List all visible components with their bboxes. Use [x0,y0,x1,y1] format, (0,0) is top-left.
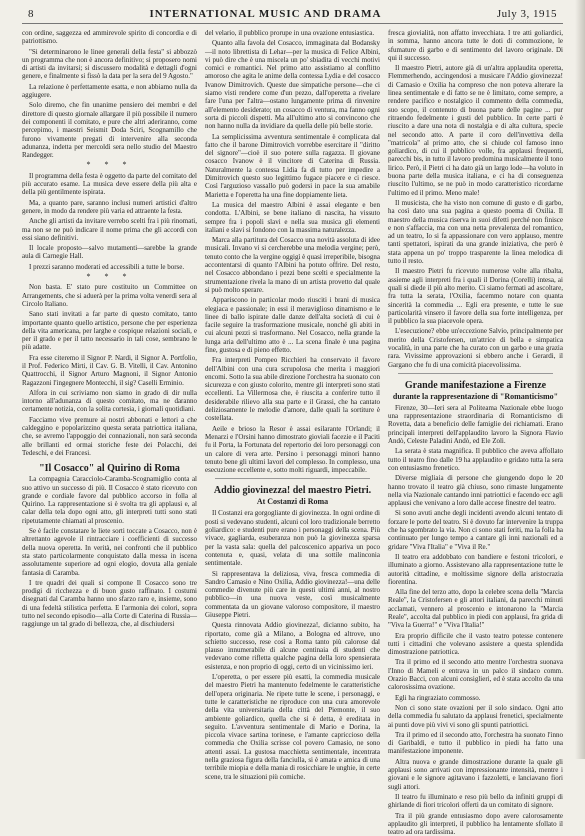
issue-date: July 3, 1915 [496,8,557,20]
publication-title: INTERNATIONAL MUSIC AND DRAMA [149,8,382,20]
paragraph: La serata è stata magnifica. Il pubblico che aveva affollato tutto il teatro fino dalle 19 ha applaudito e gridato tutta la sera con entusiasmo frenetico. [388,447,563,472]
paragraph: Non ci sono state ovazioni per il solo sindaco. Ogni atto della commedia fu salutato da applausi frenetici, specialmente ai punti dove più vivi vi sono gli spunti patriottici. [388,703,563,729]
paragraph: Tra il primo ed il secondo atto, l'orchestra ha suonato l'inno di Garibaldi, e tutto il pubblico in piedi ha fatto una manifestazione imponente. [388,730,563,756]
paragraph: Ma, a quanto pare, saranno inclusi numeri artistici d'altro genere, in modo da rendere più varia ed attraente la festa. [22,198,197,215]
paragraph: Tra il primo ed il secondo atto mentre l'orchestra suonava l'Inno di Mameli e entrava in un palco il sindaco comm. Orazio Bacci, con alcuni consiglieri, ed è stata accolto da una calorosissima ovazione. [388,658,563,692]
column-1 [22,29,197,729]
article-heading: "Il Cosacco" al Quirino di Roma [39,463,180,475]
article-subheading: At Costanzi di Roma [256,497,329,507]
paragraph: Marca alla partitura del Cosacco una novità assoluta di idee musicali. Invano vi si cercherebbe una melodia vergine; però, tenuto conto che la vergine oggigì è quasi irreperibile, bisogna accontentarsi di quanto l'Albini ha potuto offrire. Del resto, nel Cosacco abbondano i pezzi bene scelti e specialmente la strumentazione rivela la mano di un artista provetto dal quale si può molto sperare. [205,236,380,294]
paragraph: Il musicista, che ha visto non comune di gusto e di garbo, ha così dato una sua pagina a questo poema di Oxilia. Il maestro della musica riserva in suoi difetti perché non finisce e non s'affaccia, ma con una netta prevalenza del romantico, ad un teatro, Io si fa appassionare con vero applauso, mentre tanti spettatori, ispirati da una grande iniziativa, che però è stata appena un po' troppo trasparente la linea melodica di tutto il resto. [388,198,563,266]
paragraph: Egli ha ringraziato commosso. [395,693,481,702]
column-2 [205,29,380,781]
article-divider [398,373,553,374]
paragraph: Si rappresentava la deliziosa, viva, fresca commedia di Sandro Camasio e Nino Oxilia, Addio giovinezza!—una delle commedie divenute più care in questi ultimi anni, al nostro pubblico—in una nuova veste, così musicalmente commentata da un giovane valoroso compositore, il maestro Giuseppe Pietri. [205,569,380,619]
paragraph: Era proprio difficile che il vasto teatro potesse contenere tutti i cittadini che volevano assistere a questa splendida dimostrazione patriottica. [388,631,563,657]
paragraph: Alfora in cui scriviamo non siamo in grado di dir nulla intorno all'adunanza di questo comitato, ma ne daranno certamente notizia, con la solita cortesia, i giornali quotidiani. [22,388,197,414]
paragraph: Alla fine del terzo atto, dopo la celebre scena della "Marcia Reale", la Cristofersen e gli attori italiani, da parecchi minuti acclamati, vennero al proscenio e intonarono la "Marcia Reale", accolta dal pubblico in piedi con applausi, fra grida di "Viva la Guerra!" e "Viva l'Italia!" [388,588,563,630]
paragraph: del velario, il pubblico prorupe in una ovazione entusiastica. [205,29,375,37]
paragraph: con ordine, saggezza ed ammirevole spirito di concordia e di patriottismo. [22,29,197,46]
page-edge-shadow [575,0,585,759]
paragraph: I tre quadri dei quali si compone Il Cosacco sono tre prodigi di ricchezza e di buon gusto raffinato. I costumi disegnati dal Caramba hanno uno sfarzo raro e, insieme, sono di una fedeltà stilistica perfetta. E l'armonia dei colori, sopra tutto nel secondo episodio—alla Corte di Caterina di Russia—raggiunge un tal grado di bellezza, che, al dischiudersi [22,578,197,629]
article-divider [215,478,370,479]
paragraph: Il Costanzi era gorgogliante di giovinezza. In ogni ordine di posti si vedevano studenti, alcuni col loro tradizionale berretto goliardico: e studenti pure erano i personaggi della scena. Più vivace, gagliarda, esuberanza non può la giovinezza sparsa per la vasta sala: quella del palcoscenico appariva un poco contenuta e, quasi, velata di una sottile malinconia sentimentale. [205,509,380,568]
article-heading: Addio giovinezza! del maestro Pietri. [213,485,372,497]
paragraph: Anche gli artisti da invitare verrebo scelti fra i più rinomati, ma non se ne può indicare il nome prima che gli accordi con essi siano definitivi. [22,217,197,242]
paragraph: "Si determinarono le linee generali della festa" si abbozzò un programma che non è ancora definitivo; si proposero nomi di artisti da invitarsi; si discussero modalità e dettagli d'ogni genere, e finalmente si fissò la data per la sera del 9 Agosto." [22,47,197,81]
paragraph: L'esecuzione? ebbe un'eccezione Salvio, principalmente per merito della Cristofersen, un'attrice di bella e simpatica vocalità, in una parte che ha curato con un garbo e una grazia rara. Vivissime approvazioni si ebbero anche i Gerardi, il Gargano che fu di una comicità piacevolissima. [388,327,563,369]
paragraph: L'operetta, o per essere più esatti, la commedia musicale del maestro Pietri ha mantenuto fedelmente le caratteristiche dell'opera originaria. Ne ripete tutte le scene, i personaggi, e tutte le caratteristiche ne riproduce con una cura amorevole della vita universitaria della città del Piemonte, il suo ambiente goliardico, quella che si è detta, è ereditata in seguito. L'avventura sentimentale di Mario e Dorina, la piccola vivace sartina torinese, e l'amante capriccioso della commedia che Oxilia scrisse col povero Camasio, ne sono attenti assai. La gustosa macchietta sentimentale, incentrata nella graziosa figura della fanciulla, si è amata e amica di una terribile miopia e della mania di rosicchiare le unghie, in certe scene, tra le situazioni più comiche. [205,673,380,781]
paragraph: Il teatro era addobbato con bandiere e festoni tricolori, e illuminato a giorno. Assistevano alla rappresentazione tutte le autorità cittadine, e moltissime signore della aristocrazia fiorentina. [388,552,563,586]
paragraph: Altra nuova e grande dimostrazione durante la quale gli applausi sono arrivati con impressionante intensità, mentre i giovani e le signore agitavano i fazzoletti, e lanciavano fiori sugli attori. [388,757,563,791]
paragraph: I prezzi saranno moderati ed accessibili a tutte le borse. [29,262,185,271]
paragraph: Tra il più grande entusiasmo dopo avere calorosamente applaudito gli interpreti, il pubblico ha lentamente sfollato il teatro ad ora tardissima. [388,811,563,836]
page-header [22,8,563,20]
paragraph: Se è facile constatare le liete sorti toccate a Cosacco, non è altrettanto agevole il rintracciare i coefficienti di successo della nuova operetta. In verità, nei confronti che il pubblico sta stato particolarmente conquistato dalla messa in iscena assolutamente superiore ad ogni elogio, dovuta alla geniale fantasia di Caramba. [22,527,197,577]
page-number: 8 [28,8,34,20]
paragraph: La musica del maestro Albini è assai elegante e ben condotta. L'Albini, se bene italiano di nascita, ha vissuto sempre fra i popoli slavi e nella sua musica gli elementi italiani e slavi si fondono con la massima naturalezza. [205,200,380,234]
article-heading: Grande manifestazione a Firenze [404,379,547,391]
paragraph: Il locale proposto—salvo mutamenti—sarebbe la grande aula di Carnegie Hall. [22,244,197,261]
paragraph: Il maestro Pietri, autore già di un'altra applaudita operetta, Flemmerhendo, accingendosi a musicare l'Addio giovinezza! di Camasio e Oxilia ha compreso che non poteva alterare la linea sentimentale e di fatto se ne è limitato, come sempre, a rendere pacifico e nostalgico il commento della commedia, suo scopo, il contenuto di buona parte delle pagine ... pur ritraendo fedelmente i gusti del pubblico. In certe parti è riuscito a dare una nota di nostalgia e di alta cultura, specie nel secondo atto. A parte il coro dell'invettiva della "matricola" al primo atto, che si chiude col famoso inno goliardico, di cui il pubblico volle, fra applausi frequenti, parecchi bis, in tutto il lavoro predomina musicalmente il tono lirico. Però, il Pietri ci ha dato già un largo lode—ha voluto in buona parte della musica italiana, e ci ha di conseguenza riuscito l'ultimo, se ne può in modo caratteristico ricordarne l'ultimo ed il primo. Meno male! [388,64,563,197]
paragraph: La relazione è perfettamente esatta, e non abbiamo nulla da aggiugere. [22,82,197,100]
paragraph: Il programma della festa è oggetto da parte del comitato del più accurato esame. La musica deve essere della più alta e della più gentilmente ispirata. [22,171,197,197]
paragraph: fresca giovialità, non affatto invecchiata. I tre atti goliardici, in somma, hanno ancora tutte le doti di commozione, le sfumature di garbo e di sentimento del lavoro originale. Di qui il successo. [388,29,563,62]
paragraph: Non basta. E' stato pure costituito un Committee on Arrangements, che si aduerà per la prima volta venerdì sera al Circolo Italiano. [22,283,197,308]
paragraph: Il maestro Pietri fu ricevuto numerose volte alla ribalta, assieme agli interpreti fra i quali il Dorina (Corelli) intesa, ai quali si diede il più alto merito. Ci siamo fermati ad ascoltare, fra tutta la serata, l'Oxilia, facemmo notare con quanta sincerità la commedia ... Egli era presente, e tutte le sue particolarità vinsero il favore della sua forte intelligenza, per il pubblico la sua piacevole opera. [388,267,563,326]
paragraph: Fra interpreti Pompeo Ricchieri ha conservato il favore dell'Albini con una cura scrupolosa che merita i maggiori encomi. Sotto la sua abile direzione l'orchestra ha suonato con sicurezza e con giusto colorito, mentre gli interpreti sono stati eccellenti. La Villermosa che, è riuscita a conferire tutto il desiderabile rilievo alla sua parte e il Grassi, che ha cantato deliziosamente le melodie d'amore, dalle quali la sortiture è costellata. [205,356,380,423]
paragraph: Aeile e brioso la Resor è assai esilarante l'Orlandi; il Menarzi e l'Orsini hanno dimostrato gioviali facezie e il Paciti fu il Porta, la Fortunata del repertorio dei loro personaggi con un calore di vera arte. Persino i personaggi minori hanno tenuto bene gli ultimi lavori del complesso. In complesso, una esecuzione eccellente e, sotto molti riguardi, impeccabile. [205,424,380,475]
paragraph: Facciamo vive premure ai nostri abbonati e lettori a che caldeggino e popolarizzino questa serata patriottica italiana, che, se avremo l'appoggio dei connazionali, non sarà seconda alle brillanti ed ormai storiche feste dei Polacchi, dei Tedeschi, e dei Francesi. [22,415,197,457]
section-separator: * * * [86,272,133,282]
paragraph: La compagnia Caracciolo-Caramba-Scognamiglio conta al suo attivo un successo di più. Il Cosacco è stato ricevuto con grande e cordiale favore dal pubblico accorso in folla al Quirino. La rappresentazione si è svolta tra gli applausi e, al calar della tela dopo ogni atto, gli interpreti tutti sono stati ripetutamente chiamati al proscenio. [22,475,197,525]
header-rule [22,23,563,24]
article-subheading: durante la rappresentazione di "Romanticismo" [392,391,559,401]
paragraph: Si sono avuti anche degli incidenti avendo alcuni tentato di forzare le porte del teatro. Si è dovuto far intervenire la truppa che ha sgombrato la via. Non ci sono stati feriti, ma la folla ha continuato per lungo tempo a cantare gli inni nazionali ed a gridare "Viva l'Italia" e "Viva il Re." [388,509,563,551]
column-3 [388,29,563,836]
paragraph: Sano stati invitati a far parte di questo comitato, tanto importante quanto quello artistico, persone che per esperienza della vita americana, per larghe e cospique relazioni sociali, e per il grado e per il tatto necessario in tali cose, sembrano le più adatte. [22,310,197,352]
paragraph: Firenze, 30—Ieri sera al Politeama Nazionale ebbe luogo una rappresentazione straordinaria di Romanticismo di Rovetta, data a beneficio delle famiglie dei richiamati. Erano principali interpreti dell'applaudito lavoro la Signora Flavio Andò, Celeste Paladini Andò, ed Ele Zoli. [388,403,563,446]
paragraph: Appariscono in particolar modo riusciti i brani di musica elegiaca e passionale; in essi il meraviglioso dinamismo e le linee di ballo ispirate dalle danze dell'alta società di cui è facile seguire la trasformazione musicale, nonché gli abiti in cui alcuni pezzi si trasformano. Nel Cosacco, nella grande la lunga aria dell'ultimo atto è ... La scena finale è una pagina fine, gustosa e di pieno effetto. [205,296,380,354]
section-separator: * * * [86,160,133,170]
paragraph: La semplicissima avventura sentimentale è complicata dal fatto che il barone Dimitrovich vorrebbe esercitare il "diritto del signore"—cioè il suo potere sulla ragazza. Il giovane cosacco Ivanow è il vincitore di Caterina di Russia. Naturalmente la contessa Lidia fa di tutto per impedire a Dimitrovich questo suo legittimo fugace piacere e ci riesce. Così l'arguzioso vassallo può godersi in pace la sua amabile Marietta e l'operetta ha una fine doppiamente lieta. [205,132,380,199]
paragraph: Fra esse citeremo il Signor P. Nardi, il Signor A. Portfolio, il Prof. Federico Mirti, il Cav. G. B. Vitelli, il Cav. Antonino Quattrocchi, il Signor Arturo Magnoni, il Signor Antonio Ragazzoni l'ingegnere Montecchi, il sig? Caselli Erminio. [22,353,197,387]
paragraph: Il teatro fu illuminato e reso più bello da infiniti gruppi di ghirlande di fiori tricolori offerti da un comitato di signore. [388,792,563,810]
paragraph: Diverse migliaia di persone che giungendo dopo le 20 hanno trovato il teatro già chiuso, sono rimaste lungamente nella via Nazionale cantando inni patriottici e facendo ecc agli applausi che venivano a loro dalle accese finestre del teatro. [388,474,563,508]
paragraph: Questa rinnovata Addio giovinezza!, dicianno subito, ha riportato, come già a Milano, a Bologna ed altrove, uno schietto successo, rese così a Roma tanto più calorose dal plauso innumerabile di alcune centinaia di studenti che vedevano come rifletta qualche pagina della loro spensierata esistenza, e non proprio di oggi, certo di un vicinissimo ieri. [205,621,380,671]
paragraph: Solo diremo, che fin unanime pensiero dei membri e del direttore di questo giornale allargare il più possibile il numero dei componenti il comitato, e pure che altri aderiranno, come percepimo, i maestri Seismit Doda Sciri, Scognamillo che furono vivamente pregati di intervenire alla seconda adunanza, indetta per mercoldì sera nello studio del Maestro Randegger. [22,101,197,160]
paragraph: Quanto alla favola del Cosacco, immaginata dal Bodansky—il noto librettista di Lehar—per la musica di Felice Albini, vi può dire che è una miscela un po' sbiadita di vecchi motivi comici e romantici. Nel primo atto assistiamo al conflitto amoroso che agita le anime della contessa Lydia e del cosacco Ivanow Dimitrovich. Queste due simpatiche persone—che ci siamo visti rendere come d'un pezzo, dall'operetta a rivelare fare l'una per l'altra—ostano lungamente prima di rinvenire all'elemento desiderato; un cosacco di ventura, ma fanno ogni sorta di piccoli dispetti. Ma all'ultimo atto si convincono che non hanno nulla da invidiare da quella delle più belle storie. [205,39,380,131]
